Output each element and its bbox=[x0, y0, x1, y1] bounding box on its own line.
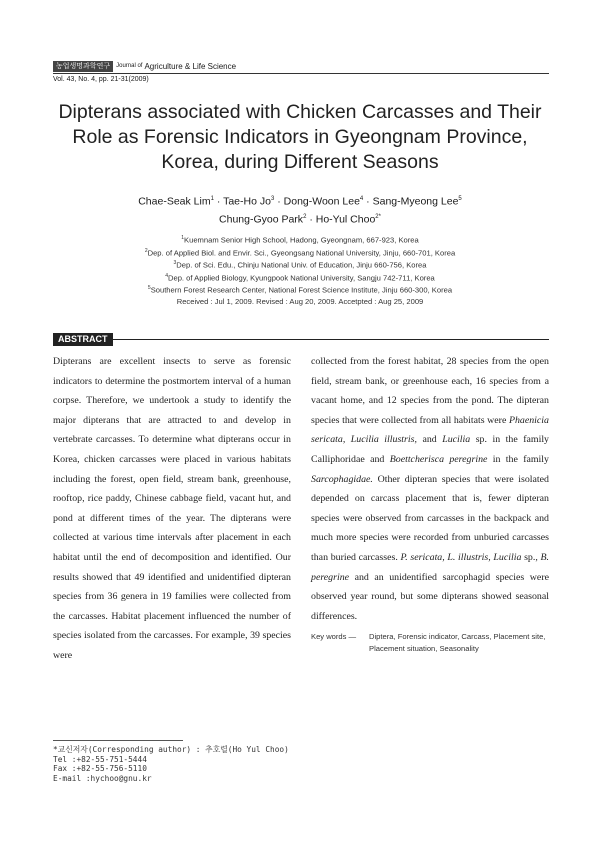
affiliation-text: Kuemnam Senior High School, Hadong, Gyeongnam, 667-923, Korea bbox=[184, 235, 419, 245]
affiliation-text: Dep. of Applied Biol. and Envir. Sci., Gyeongsang National University, Jinju, 660-701, Korea bbox=[147, 248, 456, 258]
author-name: Ho-Yul Choo bbox=[315, 213, 376, 225]
keywords bbox=[311, 631, 549, 655]
affiliation-sup: 4 bbox=[165, 272, 168, 279]
keywords-label: Key words — bbox=[311, 632, 357, 641]
author-separator: · bbox=[306, 213, 316, 225]
affiliation-sup: 3 bbox=[173, 260, 177, 267]
species-name: Boettcherisca peregrine bbox=[389, 453, 488, 465]
author-sup: 2 bbox=[303, 213, 307, 220]
journal-header bbox=[53, 60, 549, 72]
author-name: Dong-Woon Lee bbox=[283, 195, 360, 208]
title-line: Role as Forensic Indicators in Gyeongnam Province, bbox=[72, 126, 528, 148]
author-list bbox=[40, 192, 560, 227]
affiliation-text: Dep. of Sci. Edu., Chinju National Univ. of Education, Jinju 660-756, Korea bbox=[176, 260, 427, 270]
affiliation bbox=[40, 283, 560, 296]
footnote-rule bbox=[53, 740, 183, 741]
corresponding-author: *교신저자(Corresponding author) : 추호렬(Ho Yul Choo) bbox=[53, 745, 289, 754]
author-name: Chung-Gyoo Park bbox=[219, 213, 304, 225]
abstract-text: collected from the forest habitat, 28 species from the open field, stream bank, or greenhouse each, 16 species from a vacant home, and 12 species from the pond. The dipteran species that were collected from all habitats were bbox=[311, 356, 549, 426]
email: E-mail :hychoo@gnu.kr bbox=[53, 773, 152, 783]
abstract-text: Other dipteran species that were isolated depended on carcass placement that is, fewer dipteran species were observed from carcasses in the backpack and much more species were recorded from unburied carcasses than buried carcasses. bbox=[311, 473, 549, 563]
species-name: P. sericata, L. illustris, Lucilia bbox=[400, 551, 522, 563]
affiliation bbox=[40, 258, 560, 271]
author-sup: 1 bbox=[210, 196, 214, 202]
author-line-1 bbox=[40, 192, 560, 210]
species-name: Phaenicia sericata, Lucilia illustris, bbox=[311, 414, 549, 446]
keywords-text: Diptera, Forensic indicator, Carcass, Placement site, Placement situation, Seasonality bbox=[369, 632, 546, 653]
affiliation-sup: 1 bbox=[181, 235, 185, 241]
journal-logo: 농업생명과학연구 bbox=[53, 61, 113, 72]
author-name: Sang-Myeong Lee bbox=[372, 195, 459, 208]
affiliation-sup: 5 bbox=[147, 285, 151, 292]
author-separator: · bbox=[274, 195, 284, 208]
abstract-label: ABSTRACT bbox=[53, 333, 113, 346]
affiliation-text: Dep. of Applied Biology, Kyungpook National University, Sangju 742-711, Korea bbox=[167, 273, 435, 283]
journal-of: Journal of bbox=[116, 63, 143, 69]
author-name: Chae-Seak Lim bbox=[138, 195, 211, 208]
species-name: Lucilia bbox=[442, 434, 471, 446]
affiliation bbox=[40, 246, 560, 259]
abstract-text: sp., bbox=[521, 551, 541, 563]
header-rule bbox=[53, 73, 549, 74]
author-line-2 bbox=[40, 210, 560, 228]
species-name: B. peregrine bbox=[311, 551, 550, 583]
affiliation-text: Southern Forest Research Center, National Forest Science Institute, Jinju 660-300, Korea bbox=[150, 285, 453, 295]
abstract-text: and an unidentified sarcophagid species were observed year round, but some dipterans showed seasonal differences. bbox=[311, 571, 549, 622]
journal-name: Agriculture & Life Science bbox=[144, 61, 237, 71]
species-name: Sarcophagidae. bbox=[311, 473, 373, 485]
author-separator: · bbox=[213, 195, 224, 208]
corresponding-footnote bbox=[53, 745, 289, 783]
author-sup: 3 bbox=[270, 196, 275, 202]
fax: Fax :+82-55-756-5110 bbox=[53, 764, 147, 773]
abstract-column-left: Dipterans are excellent insects to serve as forensic indicators to determine the postmortem interval of a human corpse. Therefore, we undertook a study to identify the major dipterans that are attracted to and develop in vertebrate carcasses. To determine what dipterans occur in Korea, chicken carcasses were placed in various habitats including the forest, open field, stream bank, greenhouse, rooftop, rice paddy, Chinese cabbage field, vacant hut, and pond at different times of the year. The dipterans were collected at various time intervals after placement in each habitat until the end of decomposition and identified. Our results showed that 49 identified and unidentified dipteran species from 36 genera in 19 families were collected from the carcasses. Habitat placement influenced the number of species isolated from the carcasses. For example, 39 species were bbox=[53, 356, 291, 661]
author-sup: 5 bbox=[458, 196, 462, 202]
author-sup: 2* bbox=[375, 213, 381, 220]
author-sup: 4 bbox=[359, 196, 364, 202]
journal-volume: Vol. 43, No. 4, pp. 21-31(2009) bbox=[53, 76, 149, 83]
abstract-text: sp. in the family Calliphoridae and bbox=[311, 434, 549, 465]
affiliations bbox=[40, 233, 560, 296]
author-separator: · bbox=[363, 195, 373, 208]
received-dates: Received : Jul 1, 2009. Revised : Aug 20, 2009. Accetpted : Aug 25, 2009 bbox=[176, 297, 424, 306]
abstract-column-right bbox=[311, 352, 549, 626]
abstract-text: in the family bbox=[487, 453, 549, 465]
affiliation bbox=[40, 271, 560, 284]
paper-title bbox=[40, 100, 560, 175]
title-line: Korea, during Different Seasons bbox=[161, 151, 439, 173]
telephone: Tel :+82-55-751-5444 bbox=[53, 754, 147, 764]
abstract-text: and bbox=[416, 434, 443, 446]
affiliation bbox=[40, 233, 560, 246]
abstract-rule bbox=[53, 339, 549, 340]
title-line: Dipterans associated with Chicken Carcasses and Their bbox=[58, 101, 542, 123]
affiliation-sup: 2 bbox=[144, 247, 148, 254]
author-name: Tae-Ho Jo bbox=[223, 195, 271, 208]
